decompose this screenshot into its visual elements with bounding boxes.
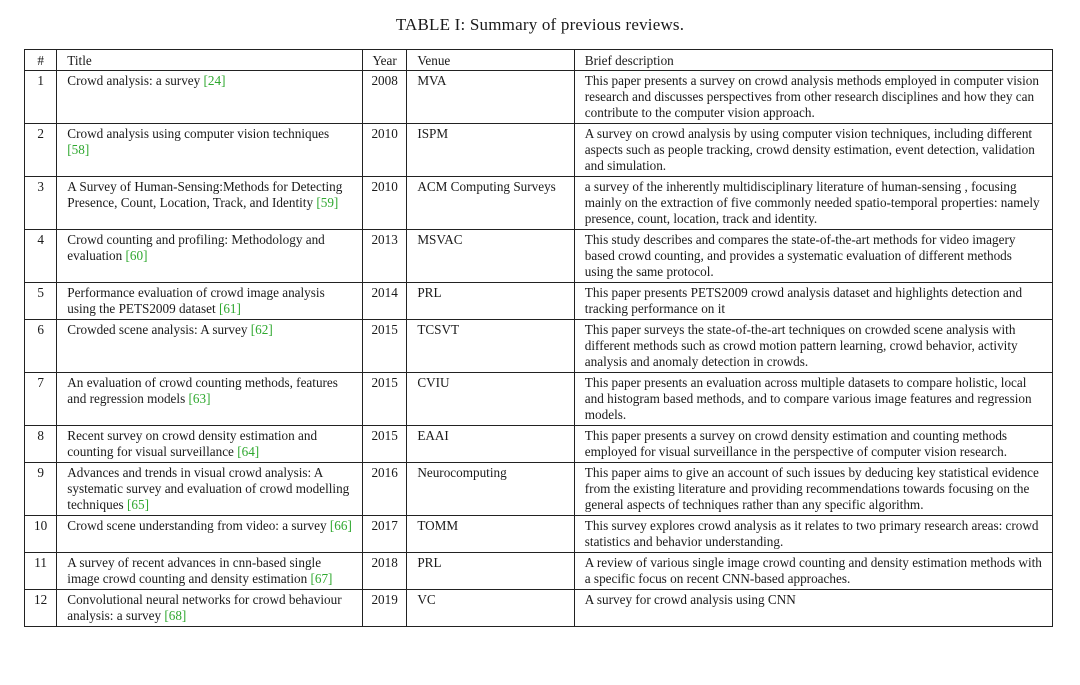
table-row <box>25 373 1053 426</box>
row-venue: PRL <box>407 553 574 590</box>
row-title: A survey of recent advances in cnn-based single image crowd counting and density estimation <box>67 555 322 586</box>
table-row <box>25 426 1053 463</box>
citation-link[interactable]: [58] <box>67 142 90 157</box>
row-venue: ACM Computing Surveys <box>407 177 574 230</box>
citation-link[interactable]: [67] <box>310 571 333 586</box>
row-venue: EAAI <box>407 426 574 463</box>
row-description: This paper presents a survey on crowd density estimation and counting methods employed for visual surveillance in the perspective of computer vision research. <box>574 426 1052 463</box>
row-number: 11 <box>25 553 57 590</box>
row-description: A survey for crowd analysis using CNN <box>574 590 1052 627</box>
row-title-cell <box>57 283 363 320</box>
row-title: Advances and trends in visual crowd analysis: A systematic survey and evaluation of crowd modelling techniques <box>67 465 350 512</box>
header-desc: Brief description <box>574 50 1052 71</box>
row-number: 9 <box>25 463 57 516</box>
row-year: 2018 <box>362 553 406 590</box>
row-title-cell <box>57 230 363 283</box>
row-description: This paper presents a survey on crowd analysis methods employed in computer vision research and discusses perspectives from other research disciplines and how they can contribute to the computer vision approach. <box>574 71 1052 124</box>
row-title: Performance evaluation of crowd image analysis using the PETS2009 dataset <box>67 285 325 316</box>
row-year: 2014 <box>362 283 406 320</box>
citation-link[interactable]: [61] <box>218 301 241 316</box>
row-title-cell <box>57 590 363 627</box>
row-description: This survey explores crowd analysis as it relates to two primary research areas: crowd statistics and behavior understanding. <box>574 516 1052 553</box>
row-venue: MSVAC <box>407 230 574 283</box>
row-title-cell <box>57 426 363 463</box>
row-venue: VC <box>407 590 574 627</box>
row-venue: TOMM <box>407 516 574 553</box>
table-row <box>25 553 1053 590</box>
row-number: 12 <box>25 590 57 627</box>
citation-link[interactable]: [62] <box>250 322 273 337</box>
table-row <box>25 590 1053 627</box>
row-venue: MVA <box>407 71 574 124</box>
row-title-cell <box>57 71 363 124</box>
row-venue: TCSVT <box>407 320 574 373</box>
row-description: A review of various single image crowd counting and density estimation methods with a specific focus on recent CNN-based approaches. <box>574 553 1052 590</box>
table-row <box>25 124 1053 177</box>
table-row <box>25 516 1053 553</box>
row-year: 2019 <box>362 590 406 627</box>
row-title-cell <box>57 124 363 177</box>
row-number: 1 <box>25 71 57 124</box>
row-description: a survey of the inherently multidisciplinary literature of human-sensing , focusing mainly on the extraction of five commonly needed spatio-temporal properties: namely presence, count, location, track and identity. <box>574 177 1052 230</box>
row-number: 4 <box>25 230 57 283</box>
citation-link[interactable]: [63] <box>188 391 211 406</box>
row-title: Crowd counting and profiling: Methodology and evaluation <box>67 232 325 263</box>
row-description: A survey on crowd analysis by using computer vision techniques, including different aspects such as people tracking, crowd density estimation, event detection, validation and simulation. <box>574 124 1052 177</box>
row-description: This paper aims to give an account of such issues by deducing key statistical evidence from the existing literature and providing recommendations towards focusing on the general aspects of techniques rather than any specific algorithm. <box>574 463 1052 516</box>
row-number: 6 <box>25 320 57 373</box>
row-number: 3 <box>25 177 57 230</box>
row-title: Crowd analysis: a survey <box>67 73 201 88</box>
header-year: Year <box>362 50 406 71</box>
row-title-cell <box>57 177 363 230</box>
table-row <box>25 463 1053 516</box>
row-title: Crowd scene understanding from video: a survey <box>67 518 327 533</box>
row-number: 5 <box>25 283 57 320</box>
row-year: 2015 <box>362 373 406 426</box>
citation-link[interactable]: [24] <box>203 73 226 88</box>
row-title-cell <box>57 320 363 373</box>
row-number: 2 <box>25 124 57 177</box>
header-title: Title <box>57 50 363 71</box>
header-num: # <box>25 50 57 71</box>
row-title-cell <box>57 463 363 516</box>
row-venue: CVIU <box>407 373 574 426</box>
row-year: 2015 <box>362 320 406 373</box>
row-year: 2015 <box>362 426 406 463</box>
table-row <box>25 230 1053 283</box>
table-row <box>25 177 1053 230</box>
row-year: 2010 <box>362 124 406 177</box>
row-number: 8 <box>25 426 57 463</box>
row-year: 2013 <box>362 230 406 283</box>
row-year: 2016 <box>362 463 406 516</box>
row-year: 2010 <box>362 177 406 230</box>
row-venue: PRL <box>407 283 574 320</box>
citation-link[interactable]: [68] <box>164 608 187 623</box>
row-title-cell <box>57 373 363 426</box>
row-title-cell <box>57 516 363 553</box>
row-description: This paper surveys the state-of-the-art techniques on crowded scene analysis with different methods such as crowd motion pattern learning, crowd behavior, activity analysis and anomaly detection in crowds. <box>574 320 1052 373</box>
reviews-table <box>24 49 1053 627</box>
table-row <box>25 320 1053 373</box>
row-description: This paper presents PETS2009 crowd analysis dataset and highlights detection and tracking performance on it <box>574 283 1052 320</box>
citation-link[interactable]: [60] <box>125 248 148 263</box>
row-title-cell <box>57 553 363 590</box>
table-body <box>25 71 1053 627</box>
row-year: 2017 <box>362 516 406 553</box>
table-caption: TABLE I: Summary of previous reviews. <box>395 15 685 34</box>
row-year: 2008 <box>362 71 406 124</box>
row-number: 7 <box>25 373 57 426</box>
header-row <box>25 50 1053 71</box>
header-venue: Venue <box>407 50 574 71</box>
row-description: This paper presents an evaluation across multiple datasets to compare holistic, local and histogram based methods, and to compare various image features and regression models. <box>574 373 1052 426</box>
row-title: Recent survey on crowd density estimation and counting for visual surveillance <box>67 428 318 459</box>
row-title: An evaluation of crowd counting methods, features and regression models <box>67 375 338 406</box>
row-venue: Neurocomputing <box>407 463 574 516</box>
citation-link[interactable]: [65] <box>126 497 149 512</box>
row-title: Crowded scene analysis: A survey <box>67 322 248 337</box>
row-description: This study describes and compares the state-of-the-art methods for video imagery based crowd counting, and provides a systematic evaluation of different methods using the same protocol. <box>574 230 1052 283</box>
row-title: Crowd analysis using computer vision techniques <box>67 126 330 141</box>
row-title: A Survey of Human-Sensing:Methods for Detecting Presence, Count, Location, Track, and Identity <box>67 179 343 210</box>
row-number: 10 <box>25 516 57 553</box>
row-title: Convolutional neural networks for crowd behaviour analysis: a survey <box>67 592 342 623</box>
citation-link[interactable]: [66] <box>329 518 352 533</box>
table-row <box>25 71 1053 124</box>
citation-link[interactable]: [59] <box>316 195 339 210</box>
table-row <box>25 283 1053 320</box>
row-venue: ISPM <box>407 124 574 177</box>
citation-link[interactable]: [64] <box>237 444 260 459</box>
